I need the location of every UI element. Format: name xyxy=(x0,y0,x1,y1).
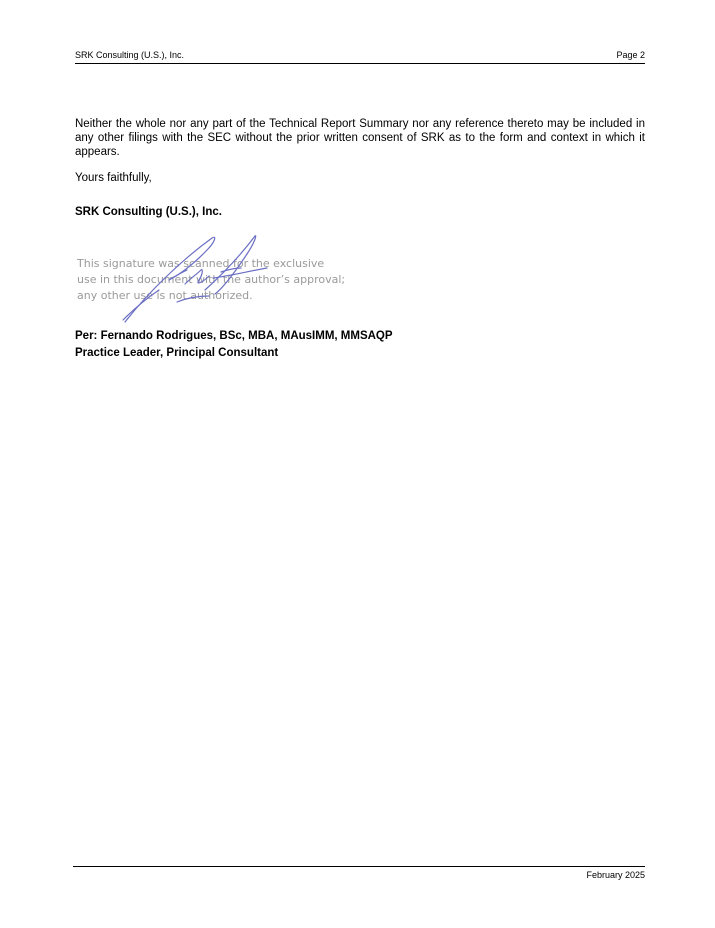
body-paragraph: Neither the whole nor any part of the Technical Report Summary nor any reference thereto may be included in any other filings with the SEC without the prior written consent of SRK as to the form and context in which it appears. xyxy=(75,118,645,158)
signer-title: Practice Leader, Principal Consultant xyxy=(75,347,279,359)
signature-block xyxy=(77,232,377,327)
footer-date: February 2025 xyxy=(586,870,645,880)
signer-name: Per: Fernando Rodrigues, BSc, MBA, MAusIMM, MMSAQP xyxy=(75,330,393,342)
signature-notice-line: use in this document with the author’s approval; xyxy=(77,273,346,286)
signature-notice-line: This signature was scanned for the exclusive xyxy=(77,257,325,270)
handwritten-signature xyxy=(117,232,297,324)
signer-block xyxy=(75,328,393,362)
page-footer xyxy=(73,866,645,881)
header-page-number: Page 2 xyxy=(616,50,645,60)
header-company-name: SRK Consulting (U.S.), Inc. xyxy=(75,50,185,60)
closing-salutation: Yours faithfully, xyxy=(75,172,152,184)
signature-notice-line: any other use is not authorized. xyxy=(77,289,253,302)
page-header xyxy=(75,50,645,64)
firm-name: SRK Consulting (U.S.), Inc. xyxy=(75,206,222,218)
